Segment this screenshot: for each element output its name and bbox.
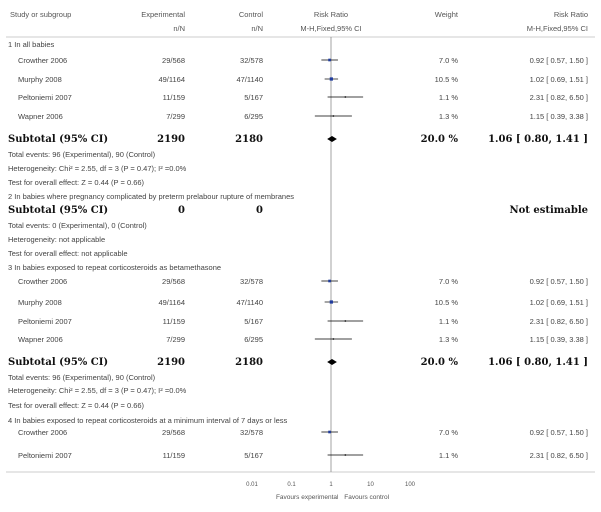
risk-ratio-ci: Not estimable xyxy=(509,205,588,216)
header-method: M-H,Fixed,95% CI xyxy=(300,24,362,33)
weight-value: 20.0 % xyxy=(420,357,458,368)
subtotal-diamond xyxy=(327,136,337,142)
experimental-value: 29/568 xyxy=(162,56,185,65)
control-value: 5/167 xyxy=(244,317,263,326)
header-weight: Weight xyxy=(434,10,458,19)
subgroup-heading: 4 In babies exposed to repeat corticosteroids at a minimum interval of 7 days or less xyxy=(8,416,288,425)
weight-value: 20.0 % xyxy=(420,134,458,145)
point-estimate-marker xyxy=(345,96,346,97)
summary-note: Heterogeneity: Chi² = 2.55, df = 3 (P = 0.47); I² =0.0% xyxy=(8,386,187,395)
risk-ratio-ci: 1.02 [ 0.69, 1.51 ] xyxy=(529,298,588,307)
favours-control-label: Favours control xyxy=(344,494,390,501)
summary-note: Total events: 0 (Experimental), 0 (Control) xyxy=(8,221,147,230)
point-estimate-marker xyxy=(345,320,346,321)
point-estimate-marker xyxy=(328,431,331,434)
experimental-value: 7/299 xyxy=(166,112,185,121)
subtotal-label: Subtotal (95% CI) xyxy=(8,134,109,145)
experimental-value: 49/1164 xyxy=(158,75,185,84)
risk-ratio-ci: 0.92 [ 0.57, 1.50 ] xyxy=(529,56,588,65)
summary-note: Heterogeneity: Chi² = 2.55, df = 3 (P = 0.47); I² =0.0% xyxy=(8,164,187,173)
axis-tick-label: 1 xyxy=(329,482,333,488)
risk-ratio-ci: 1.06 [ 0.80, 1.41 ] xyxy=(488,134,588,145)
control-value: 5/167 xyxy=(244,93,263,102)
subgroup-heading: 2 In babies where pregnancy complicated by preterm prelabour rupture of membranes xyxy=(8,192,294,201)
point-estimate-marker xyxy=(328,280,331,283)
summary-note: Total events: 96 (Experimental), 90 (Control) xyxy=(8,373,156,382)
summary-note: Heterogeneity: not applicable xyxy=(8,235,106,244)
header-risk-ratio: Risk Ratio xyxy=(313,10,349,19)
control-value: 32/578 xyxy=(240,277,263,286)
summary-note: Test for overall effect: Z = 0.44 (P = 0.66) xyxy=(8,178,145,187)
experimental-value: 0 xyxy=(178,205,185,216)
control-value: 6/295 xyxy=(244,112,263,121)
axis-tick-label: 0.01 xyxy=(246,482,258,488)
header-experimental-nn: n/N xyxy=(173,24,185,33)
study-name: Peltoniemi 2007 xyxy=(18,93,72,102)
experimental-value: 11/159 xyxy=(162,317,185,326)
header-study: Study or subgroup xyxy=(10,10,72,19)
control-value: 32/578 xyxy=(240,428,263,437)
control-value: 6/295 xyxy=(244,335,263,344)
study-name: Peltoniemi 2007 xyxy=(18,317,72,326)
risk-ratio-ci: 2.31 [ 0.82, 6.50 ] xyxy=(529,93,588,102)
subtotal-label: Subtotal (95% CI) xyxy=(8,205,109,216)
weight-value: 1.1 % xyxy=(438,317,458,326)
experimental-value: 49/1164 xyxy=(158,298,185,307)
axis-tick-label: 100 xyxy=(404,482,416,488)
study-name: Crowther 2006 xyxy=(18,277,68,286)
weight-value: 10.5 % xyxy=(434,298,458,307)
control-value: 47/1140 xyxy=(236,75,263,84)
header-control: Control xyxy=(238,10,263,19)
header-experimental: Experimental xyxy=(141,10,185,19)
study-name: Wapner 2006 xyxy=(18,335,63,344)
favours-experimental-label: Favours experimental xyxy=(275,494,339,501)
control-value: 5/167 xyxy=(244,451,263,460)
weight-value: 7.0 % xyxy=(438,56,458,65)
subgroup-heading: 1 In all babies xyxy=(8,40,55,49)
point-estimate-marker xyxy=(330,77,333,80)
summary-note: Total events: 96 (Experimental), 90 (Control) xyxy=(8,150,156,159)
risk-ratio-ci: 1.06 [ 0.80, 1.41 ] xyxy=(488,357,588,368)
subtotal-diamond xyxy=(327,359,337,365)
point-estimate-marker xyxy=(333,338,334,339)
experimental-value: 11/159 xyxy=(162,451,185,460)
risk-ratio-ci: 1.02 [ 0.69, 1.51 ] xyxy=(529,75,588,84)
weight-value: 10.5 % xyxy=(434,75,458,84)
study-name: Peltoniemi 2007 xyxy=(18,451,72,460)
experimental-value: 29/568 xyxy=(162,277,185,286)
study-name: Murphy 2008 xyxy=(18,298,62,307)
experimental-value: 11/159 xyxy=(162,93,185,102)
risk-ratio-ci: 1.15 [ 0.39, 3.38 ] xyxy=(529,335,588,344)
study-name: Wapner 2006 xyxy=(18,112,63,121)
weight-value: 7.0 % xyxy=(438,428,458,437)
control-value: 47/1140 xyxy=(236,298,263,307)
control-value: 2180 xyxy=(235,357,263,368)
point-estimate-marker xyxy=(330,300,333,303)
experimental-value: 2190 xyxy=(157,357,185,368)
control-value: 0 xyxy=(256,205,263,216)
summary-note: Test for overall effect: Z = 0.44 (P = 0.66) xyxy=(8,401,145,410)
risk-ratio-ci: 0.92 [ 0.57, 1.50 ] xyxy=(529,277,588,286)
control-value: 32/578 xyxy=(240,56,263,65)
risk-ratio-ci: 2.31 [ 0.82, 6.50 ] xyxy=(529,451,588,460)
header-method-right: M-H,Fixed,95% CI xyxy=(526,24,588,33)
weight-value: 1.1 % xyxy=(438,93,458,102)
weight-value: 1.3 % xyxy=(438,335,458,344)
point-estimate-marker xyxy=(333,115,334,116)
study-name: Crowther 2006 xyxy=(18,56,68,65)
risk-ratio-ci: 0.92 [ 0.57, 1.50 ] xyxy=(529,428,588,437)
point-estimate-marker xyxy=(345,454,346,455)
summary-note: Test for overall effect: not applicable xyxy=(8,249,128,258)
subgroup-heading: 3 In babies exposed to repeat corticosteroids as betamethasone xyxy=(8,263,222,272)
experimental-value: 7/299 xyxy=(166,335,185,344)
experimental-value: 29/568 xyxy=(162,428,185,437)
subtotal-label: Subtotal (95% CI) xyxy=(8,357,109,368)
study-name: Crowther 2006 xyxy=(18,428,68,437)
weight-value: 7.0 % xyxy=(438,277,458,286)
weight-value: 1.3 % xyxy=(438,112,458,121)
experimental-value: 2190 xyxy=(157,134,185,145)
point-estimate-marker xyxy=(328,59,331,62)
header-risk-ratio-right: Risk Ratio xyxy=(553,10,588,19)
axis-tick-label: 0.1 xyxy=(287,482,296,488)
risk-ratio-ci: 2.31 [ 0.82, 6.50 ] xyxy=(529,317,588,326)
control-value: 2180 xyxy=(235,134,263,145)
weight-value: 1.1 % xyxy=(438,451,458,460)
study-name: Murphy 2008 xyxy=(18,75,62,84)
axis-tick-label: 10 xyxy=(367,482,374,488)
header-control-nn: n/N xyxy=(251,24,263,33)
risk-ratio-ci: 1.15 [ 0.39, 3.38 ] xyxy=(529,112,588,121)
